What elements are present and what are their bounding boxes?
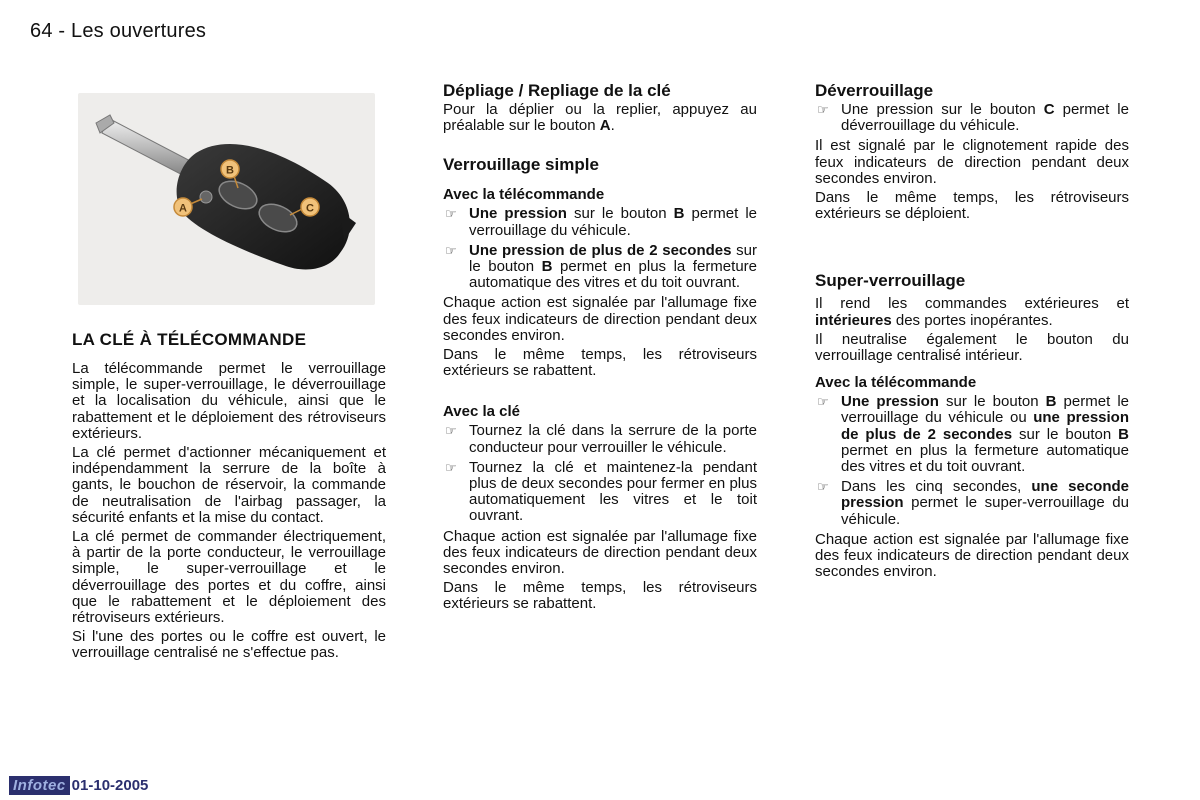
list-item: ☞ Une pression de plus de 2 secondes sur le bouton B permet en plus la fermeture automatique des vitres et du toit ouvrant. bbox=[445, 241, 757, 292]
footer bbox=[9, 774, 148, 796]
pointing-hand-icon: ☞ bbox=[445, 423, 457, 439]
section-heading-remote-key: LA CLÉ À TÉLÉCOMMANDE bbox=[72, 330, 307, 349]
paragraph: Dans le même temps, les rétroviseurs extérieurs se rabattent. bbox=[443, 579, 757, 613]
paragraph: La télécommande permet le verrouillage simple, le super-verrouillage, le déverrouillage et la localisation du véhicule, ainsi que le rabattement et le déploiement des rétroviseurs extérieurs. bbox=[72, 360, 386, 442]
label-b: B bbox=[226, 164, 234, 177]
subheading-remote: Avec la télécommande bbox=[815, 374, 977, 392]
section-heading-simple-locking: Verrouillage simple bbox=[443, 155, 599, 175]
label-c: C bbox=[306, 202, 314, 215]
bullet-list bbox=[443, 423, 757, 524]
column-3 bbox=[815, 80, 1129, 583]
list-item: ☞ Une pression sur le bouton C permet le déverrouillage du véhicule. bbox=[817, 101, 1129, 135]
bullet-list bbox=[443, 206, 757, 291]
label-a: A bbox=[179, 202, 187, 215]
infotec-logo: Infotec bbox=[9, 776, 70, 795]
subheading-remote: Avec la télécommande bbox=[443, 186, 605, 204]
subheading-key: Avec la clé bbox=[443, 403, 520, 421]
pointing-hand-icon: ☞ bbox=[445, 459, 457, 475]
pointing-hand-icon: ☞ bbox=[817, 479, 829, 495]
list-item: ☞ Tournez la clé dans la serrure de la porte conducteur pour verrouiller le véhicule. bbox=[445, 422, 757, 456]
pointing-hand-icon: ☞ bbox=[445, 206, 457, 222]
section-heading-unfold: Dépliage / Repliage de la clé bbox=[443, 81, 671, 100]
paragraph: Il rend les commandes extérieures et intérieures des portes inopérantes. bbox=[815, 295, 1129, 329]
bullet-list bbox=[815, 102, 1129, 134]
list-item: ☞ Une pression sur le bouton B permet le verrouillage du véhicule ou une pression de plus de 2 secondes sur le bouton B permet en plus la fermeture automatique des vitres et du toit ouvrant. bbox=[817, 393, 1129, 476]
paragraph: La clé permet de commander électriquement, à partir de la porte conducteur, le verrouillage simple, le super-verrouillage et le déverrouillage des portes et du coffre, ainsi que le rabattement et le déploiement des rétroviseurs extérieurs. bbox=[72, 528, 386, 627]
pointing-hand-icon: ☞ bbox=[445, 242, 457, 258]
paragraph: Pour la déplier ou la replier, appuyez au préalable sur le bouton A. bbox=[443, 101, 757, 135]
paragraph: Dans le même temps, les rétroviseurs extérieurs se rabattent. bbox=[443, 346, 757, 380]
section-heading-unlocking: Déverrouillage bbox=[815, 81, 934, 100]
paragraph: La clé permet d'actionner mécaniquement et indépendamment la serrure de la boîte à gants, le bouchon de réservoir, la commande de neutralisation de l'airbag passager, la sécurité enfants et la mise du contact. bbox=[72, 444, 386, 526]
paragraph: Il neutralise également le bouton du verrouillage centralisé intérieur. bbox=[815, 330, 1129, 365]
footer-date: 01-10-2005 bbox=[71, 776, 149, 794]
bullet-list bbox=[815, 394, 1129, 528]
paragraph: Il est signalé par le clignotement rapide des feux indicateurs de direction pendant deux secondes environ. bbox=[815, 137, 1129, 187]
paragraph: Chaque action est signalée par l'allumage fixe des feux indicateurs de direction pendant deux secondes environ. bbox=[443, 527, 757, 578]
list-item: ☞ Dans les cinq secondes, une seconde pression permet le super-verrouillage du véhicule. bbox=[817, 478, 1129, 528]
remote-key-illustration bbox=[78, 93, 375, 305]
page-header: 64 - Les ouvertures bbox=[30, 20, 207, 42]
paragraph: Si l'une des portes ou le coffre est ouvert, le verrouillage centralisé ne s'effectue pas. bbox=[72, 628, 386, 662]
paragraph: Dans le même temps, les rétroviseurs extérieurs se déploient. bbox=[815, 189, 1129, 223]
remote-key-image bbox=[78, 93, 375, 305]
column-2 bbox=[443, 80, 757, 616]
section-heading-deadlocking: Super-verrouillage bbox=[815, 271, 966, 291]
paragraph: Chaque action est signalée par l'allumage fixe des feux indicateurs de direction pendant deux secondes environ. bbox=[443, 294, 757, 344]
pointing-hand-icon: ☞ bbox=[817, 394, 829, 410]
pointing-hand-icon: ☞ bbox=[817, 102, 829, 117]
paragraph: Chaque action est signalée par l'allumage fixe des feux indicateurs de direction pendant deux secondes environ. bbox=[815, 530, 1129, 581]
list-item: ☞ Une pression sur le bouton B permet le verrouillage du véhicule. bbox=[445, 205, 757, 239]
column-1-body bbox=[72, 361, 386, 665]
list-item: ☞ Tournez la clé et maintenez-la pendant plus de deux secondes pour fermer en plus automatiquement les vitres et le toit ouvrant. bbox=[445, 458, 757, 525]
